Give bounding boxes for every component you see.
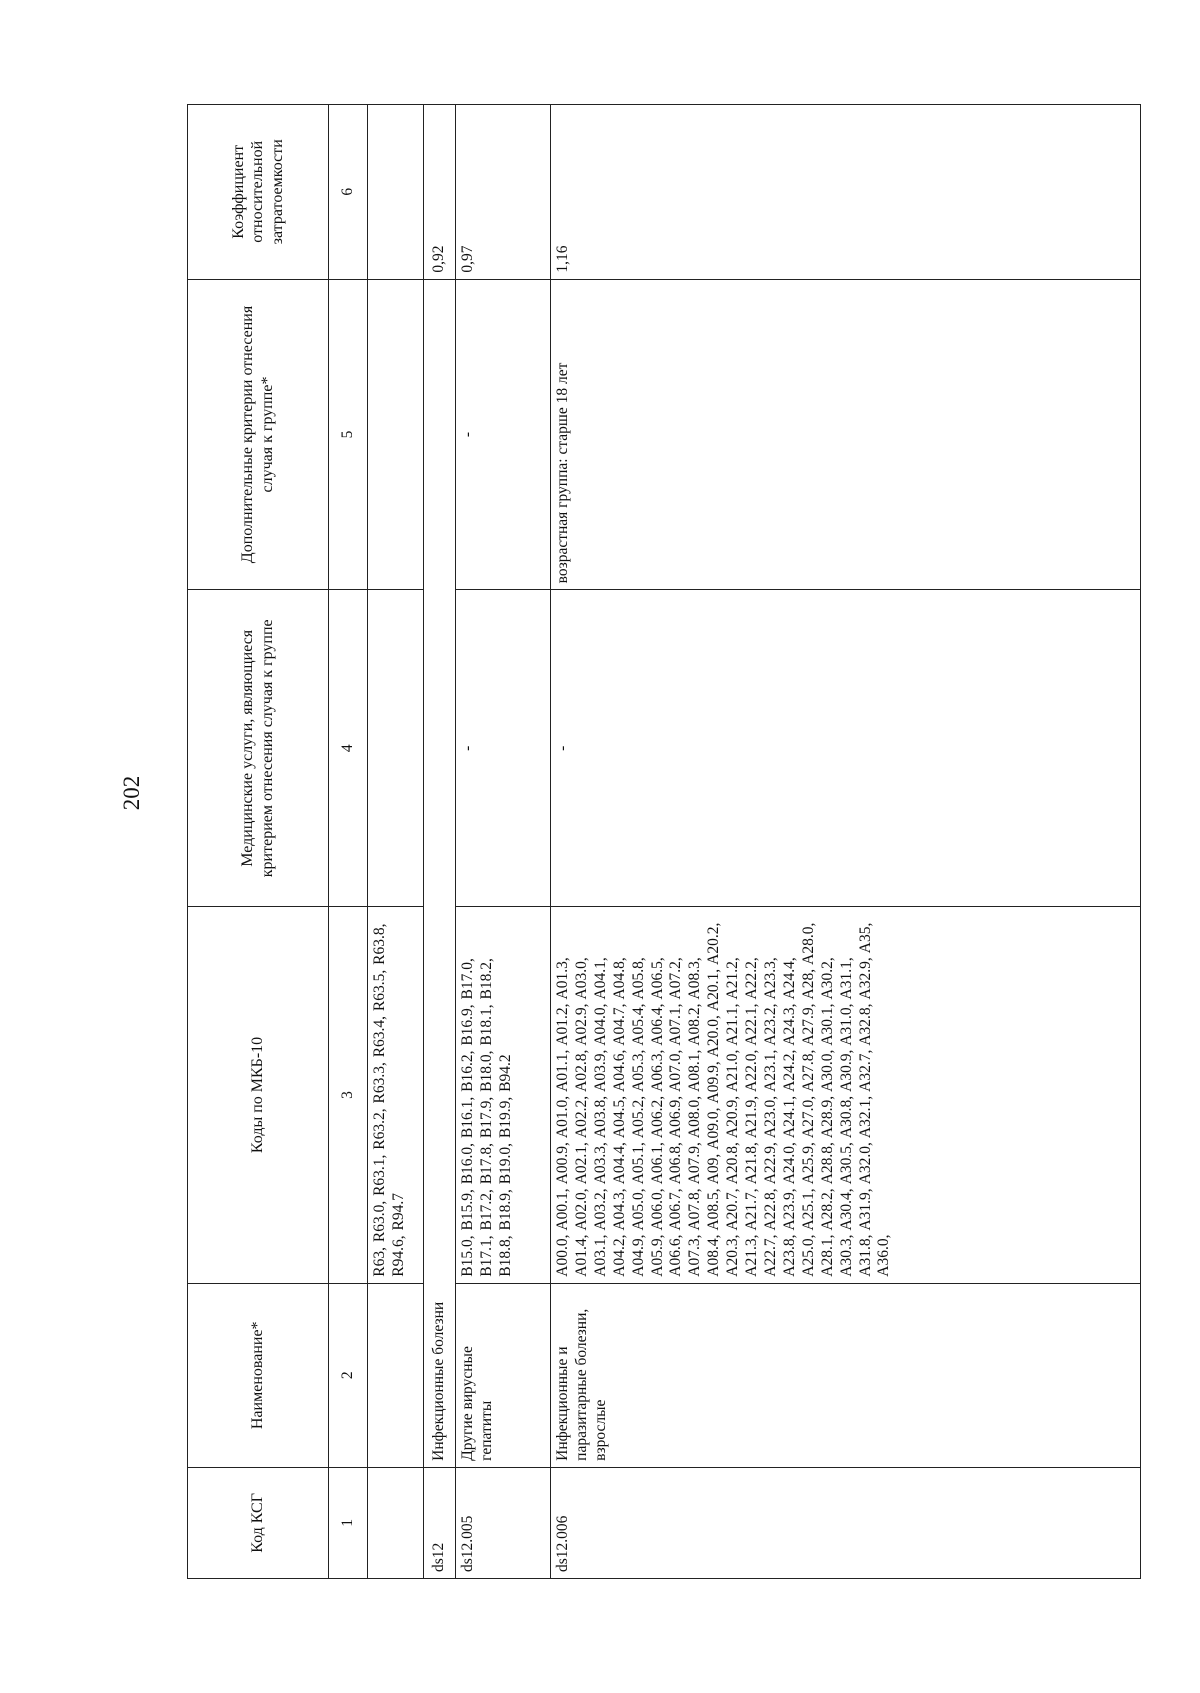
column-number: 2 (329, 1283, 368, 1467)
header-additional-criteria: Дополнительные критерии отнесения случая к группе* (188, 279, 329, 590)
criteria-cell: возрастная группа: старше 18 лет (551, 279, 1141, 590)
header-row (188, 105, 329, 1579)
name-cell: Другие вирусные гепатиты (456, 1283, 551, 1467)
ksg-code-cell (368, 1467, 424, 1578)
mkb-codes-cell: B15.0, B15.9, B16.0, B16.1, B16.2, B16.9, B17.0, B17.1, B17.2, B17.8, B17.9, B18.0, B18.1, B18.2, B18.8, B18.9, B19.0, B19.9, B94.2 (456, 907, 551, 1284)
column-number: 4 (329, 590, 368, 907)
section-row (424, 105, 456, 1579)
header-coefficient: Коэффициент относительной затратоемкости (188, 105, 329, 280)
coefficient-cell: 1,16 (551, 105, 1141, 280)
rotated-table-container (187, 104, 1118, 1579)
criteria-cell (368, 279, 424, 590)
page-number: 202 (119, 775, 144, 811)
services-cell: - (456, 590, 551, 907)
coefficient-cell: 0,92 (424, 105, 456, 280)
table-row (456, 105, 551, 1579)
ksg-table (187, 104, 1141, 1579)
header-medical-services: Медицинские услуги, являющиеся критерием отнесения случая к группе (188, 590, 329, 907)
coefficient-cell: 0,97 (456, 105, 551, 280)
coefficient-cell (368, 105, 424, 280)
name-cell (368, 1283, 424, 1467)
services-cell (368, 590, 424, 907)
mkb-codes-cell: R63, R63.0, R63.1, R63.2, R63.3, R63.4, R63.5, R63.8, R94.6, R94.7 (368, 907, 424, 1284)
criteria-cell: - (456, 279, 551, 590)
name-cell: Инфекционные и паразитарные болезни, взрослые (551, 1283, 1141, 1467)
table-row (551, 105, 1141, 1579)
services-cell: - (551, 590, 1141, 907)
header-ksg-code: Код КСГ (188, 1467, 329, 1578)
ksg-code-cell: ds12 (424, 1467, 456, 1578)
column-number: 6 (329, 105, 368, 280)
ksg-code-cell: ds12.005 (456, 1467, 551, 1578)
column-number: 5 (329, 279, 368, 590)
ksg-code-cell: ds12.006 (551, 1467, 1141, 1578)
column-number-row (329, 105, 368, 1579)
mkb-codes-cell: A00.0, A00.1, A00.9, A01.0, A01.1, A01.2, A01.3, A01.4, A02.0, A02.1, A02.2, A02.8, A02.9, A03.0, A03.1, A03.2, A03.3, A03.8, A03.9, A04.0, A04.1, A04.2, A04.3, A04.4, A04.5, A04.6, A04.7, A04.8, A04.9, A05.0, A05.1, A05.2, A05.3, A05.4, A05.8, A05.9, A06.0, A06.1, A06.2, A06.3, A06.4, A06.5, A06.6, A06.7, A06.8, A06.9, A07.0, A07.1, A07.2, A07.3, A07.8, A07.9, A08.0, A08.1, A08.2, A08.3, A08.4, A08.5, A09, A09.0, A09.9, A20.0, A20.1, A20.2, A20.3, A20.7, A20.8, A20.9, A21.0, A21.1, A21.2, A21.3, A21.7, A21.8, A21.9, A22.0, A22.1, A22.2, A22.7, A22.8, A22.9, A23.0, A23.1, A23.2, A23.3, A23.8, A23.9, A24.0, A24.1, A24.2, A24.3, A24.4, A25.0, A25.1, A25.9, A27.0, A27.8, A27.9, A28, A28.0, A28.1, A28.2, A28.8, A28.9, A30.0, A30.1, A30.2, A30.3, A30.4, A30.5, A30.8, A30.9, A31.0, A31.1, A31.8, A31.9, A32.0, A32.1, A32.7, A32.8, A32.9, A35, A36.0, (551, 907, 1141, 1284)
column-number: 3 (329, 907, 368, 1284)
table-row (368, 105, 424, 1579)
header-name: Наименование* (188, 1283, 329, 1467)
column-number: 1 (329, 1467, 368, 1578)
header-mkb-codes: Коды по МКБ-10 (188, 907, 329, 1284)
section-title: Инфекционные болезни (424, 279, 456, 1467)
